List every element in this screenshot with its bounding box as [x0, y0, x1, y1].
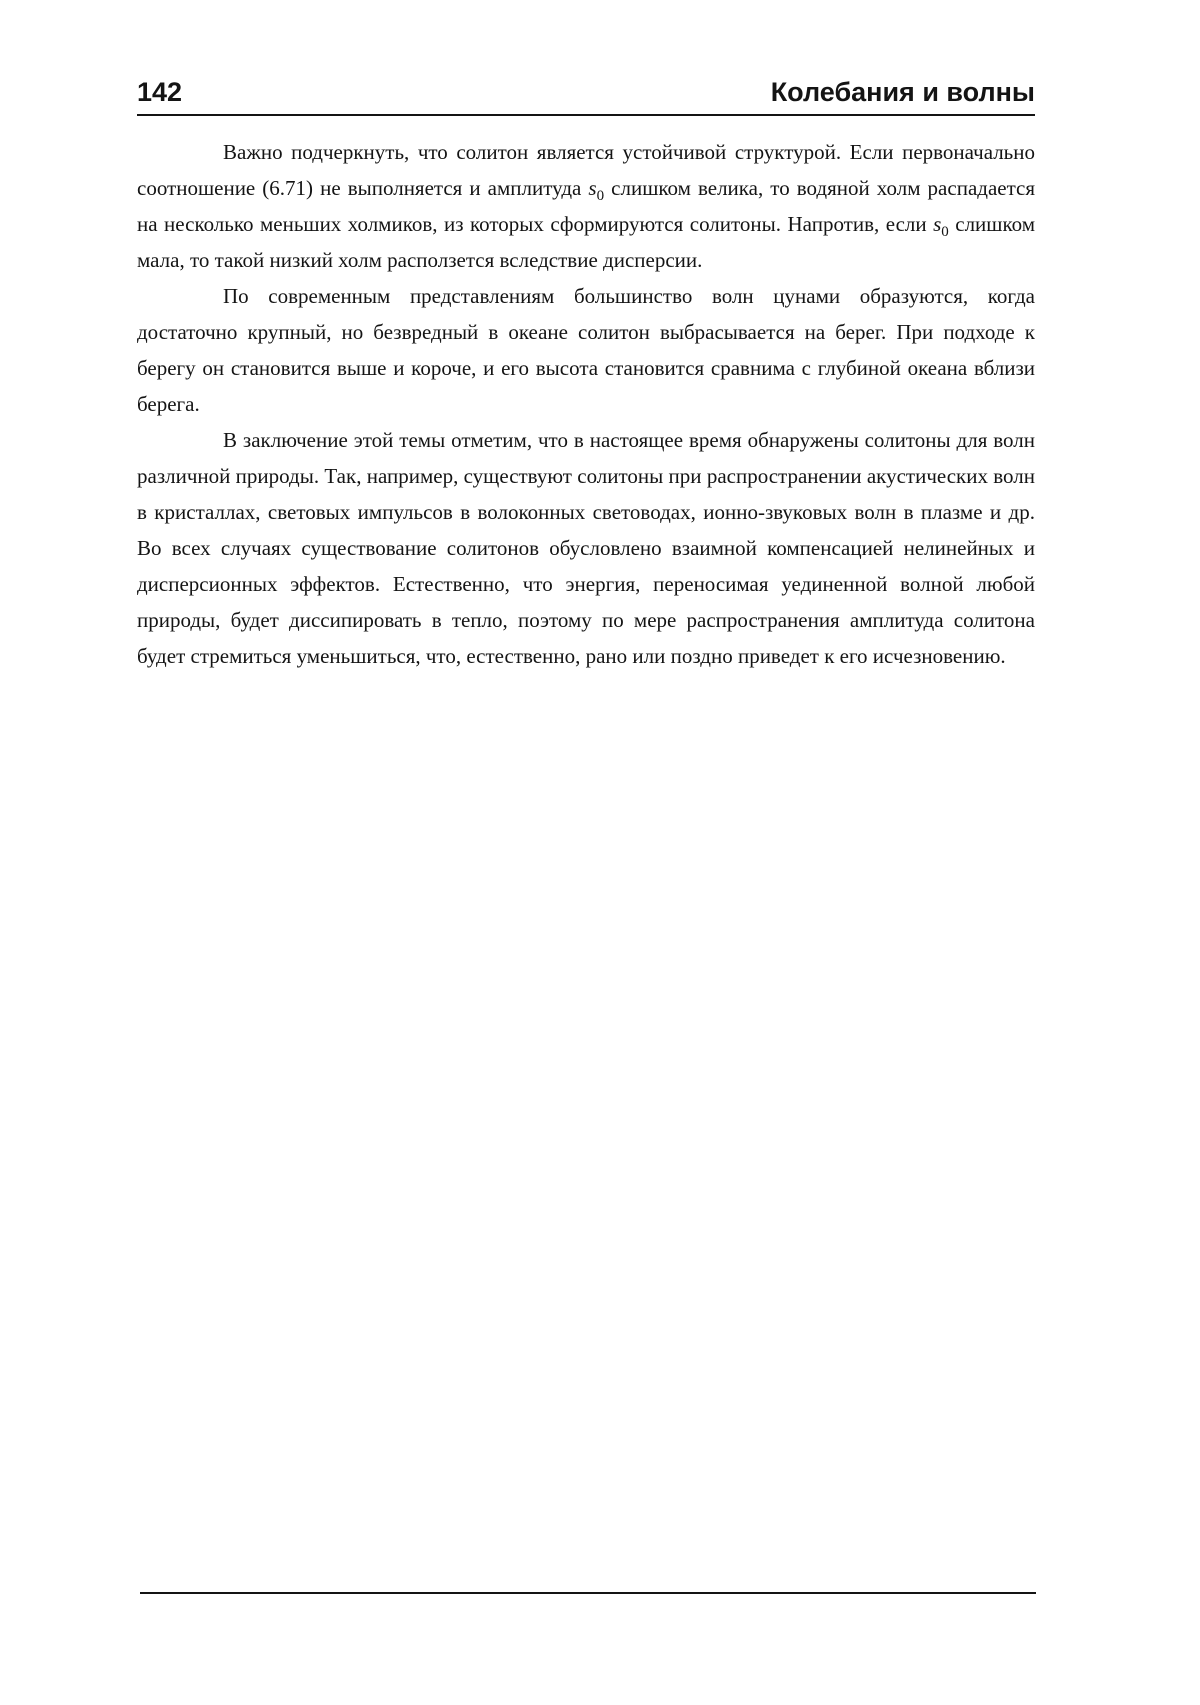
paragraph-1-part-b: слишком велика, то водяной холм распадается на несколько меньших холмиков, из которых сформируются солитоны. Напротив, если [137, 176, 1036, 236]
amplitude-symbol [933, 212, 949, 240]
paragraph-3: В заключение этой темы отметим, что в настоящее время обнаружены солитоны для волн различной природы. Так, например, существуют солитоны при распространении акустических волн в кристаллах, световых импульсов в волоконных световодах, ионно-звуковых волн в плазме и др. Во всех случаях существование солитонов обусловлено взаимной компенсацией нелинейных и дисперсионных эффектов. Естественно, что энергия, переносимая уединенной волной любой природы, будет диссипировать в тепло, поэтому по мере распространения амплитуда солитона будет стремиться уменьшиться, что, естественно, рано или поздно приведет к его исчезновению. [137, 428, 1035, 668]
paragraph-1 [137, 134, 1035, 278]
running-head [137, 72, 1035, 112]
footer-rule [140, 1592, 1036, 1594]
amplitude-subscript: 0 [596, 188, 605, 204]
amplitude-variable: s [588, 176, 597, 200]
chapter-title: Колебания и волны [770, 77, 1035, 107]
amplitude-symbol [588, 176, 605, 204]
header-rule [137, 114, 1035, 116]
amplitude-subscript: 0 [941, 224, 949, 240]
body-text [137, 134, 1035, 674]
paragraph-2: По современным представлениям большинство волн цунами образуются, когда достаточно крупный, но безвредный в океане солитон выбрасывается на берег. При подходе к берегу он становится выше и короче, и его высота становится сравнима с глубиной океана вблизи берега. [137, 284, 1035, 416]
paragraph-1-part-c: слишком мала, то такой низкий холм расползется вследствие дисперсии. [137, 212, 1035, 272]
page-number: 142 [137, 77, 183, 107]
amplitude-variable: s [933, 212, 942, 236]
paragraph-1-part-a: Важно подчеркнуть, что солитон является устойчивой структурой. Если первоначально соотношение (6.71) не выполняется и амплитуда [137, 140, 1035, 200]
